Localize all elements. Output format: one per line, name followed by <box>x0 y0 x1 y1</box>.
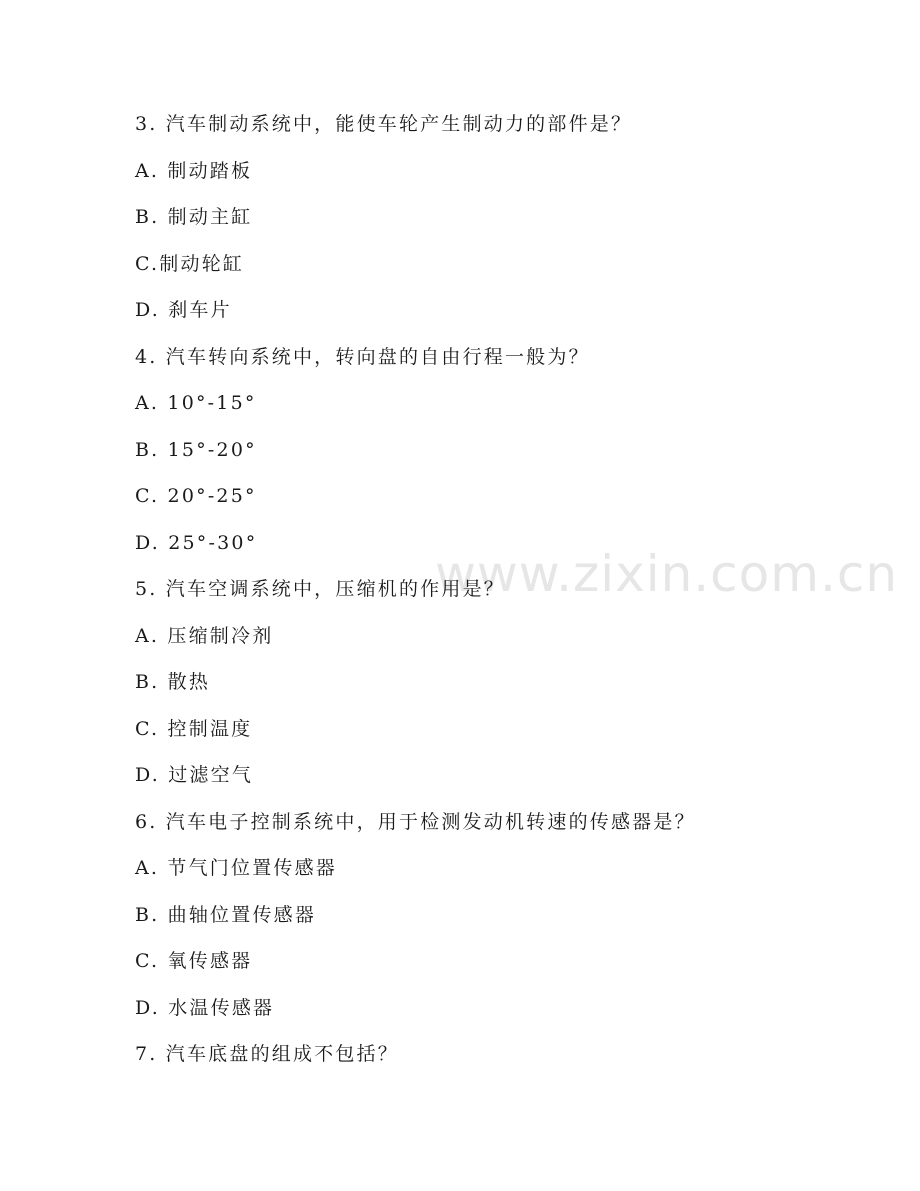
q5-option-c: C. 控制温度 <box>135 717 253 740</box>
q6-option-b: B. 曲轴位置传感器 <box>135 903 317 926</box>
q4-option-c: C. 20°-25° <box>135 485 257 507</box>
q4-option-d: D. 25°-30° <box>135 531 258 554</box>
q5-option-a: A. 压缩制冷剂 <box>135 624 274 647</box>
question-list <box>135 110 855 1087</box>
q5-option-b: B. 散热 <box>135 671 211 693</box>
q5-option-d: D. 过滤空气 <box>135 764 254 786</box>
q6-option-a: A. 节气门位置传感器 <box>135 857 338 879</box>
q6-option-d: D. 水温传感器 <box>135 996 275 1019</box>
q6-option-c: C. 氧传感器 <box>135 950 253 972</box>
watermark-text: www.zixin.com.cn <box>435 545 899 603</box>
q3-option-b: B. 制动主缸 <box>135 206 253 228</box>
question-4: 4. 汽车转向系统中，转向盘的自由行程一般为？ <box>135 345 590 368</box>
question-3: 3. 汽车制动系统中，能使车轮产生制动力的部件是？ <box>135 113 633 135</box>
q3-option-d: D. 刹车片 <box>135 299 232 321</box>
question-6: 6. 汽车电子控制系统中，用于检测发动机转速的传感器是？ <box>135 810 696 833</box>
q4-option-a: A. 10°-15° <box>135 392 257 414</box>
q3-option-a: A. 制动踏板 <box>135 159 253 182</box>
question-5: 5. 汽车空调系统中，压缩机的作用是？ <box>135 578 505 600</box>
question-7: 7. 汽车底盘的组成不包括？ <box>135 1043 399 1065</box>
q3-option-c: C.制动轮缸 <box>135 252 245 275</box>
q4-option-b: B. 15°-20° <box>135 438 257 461</box>
